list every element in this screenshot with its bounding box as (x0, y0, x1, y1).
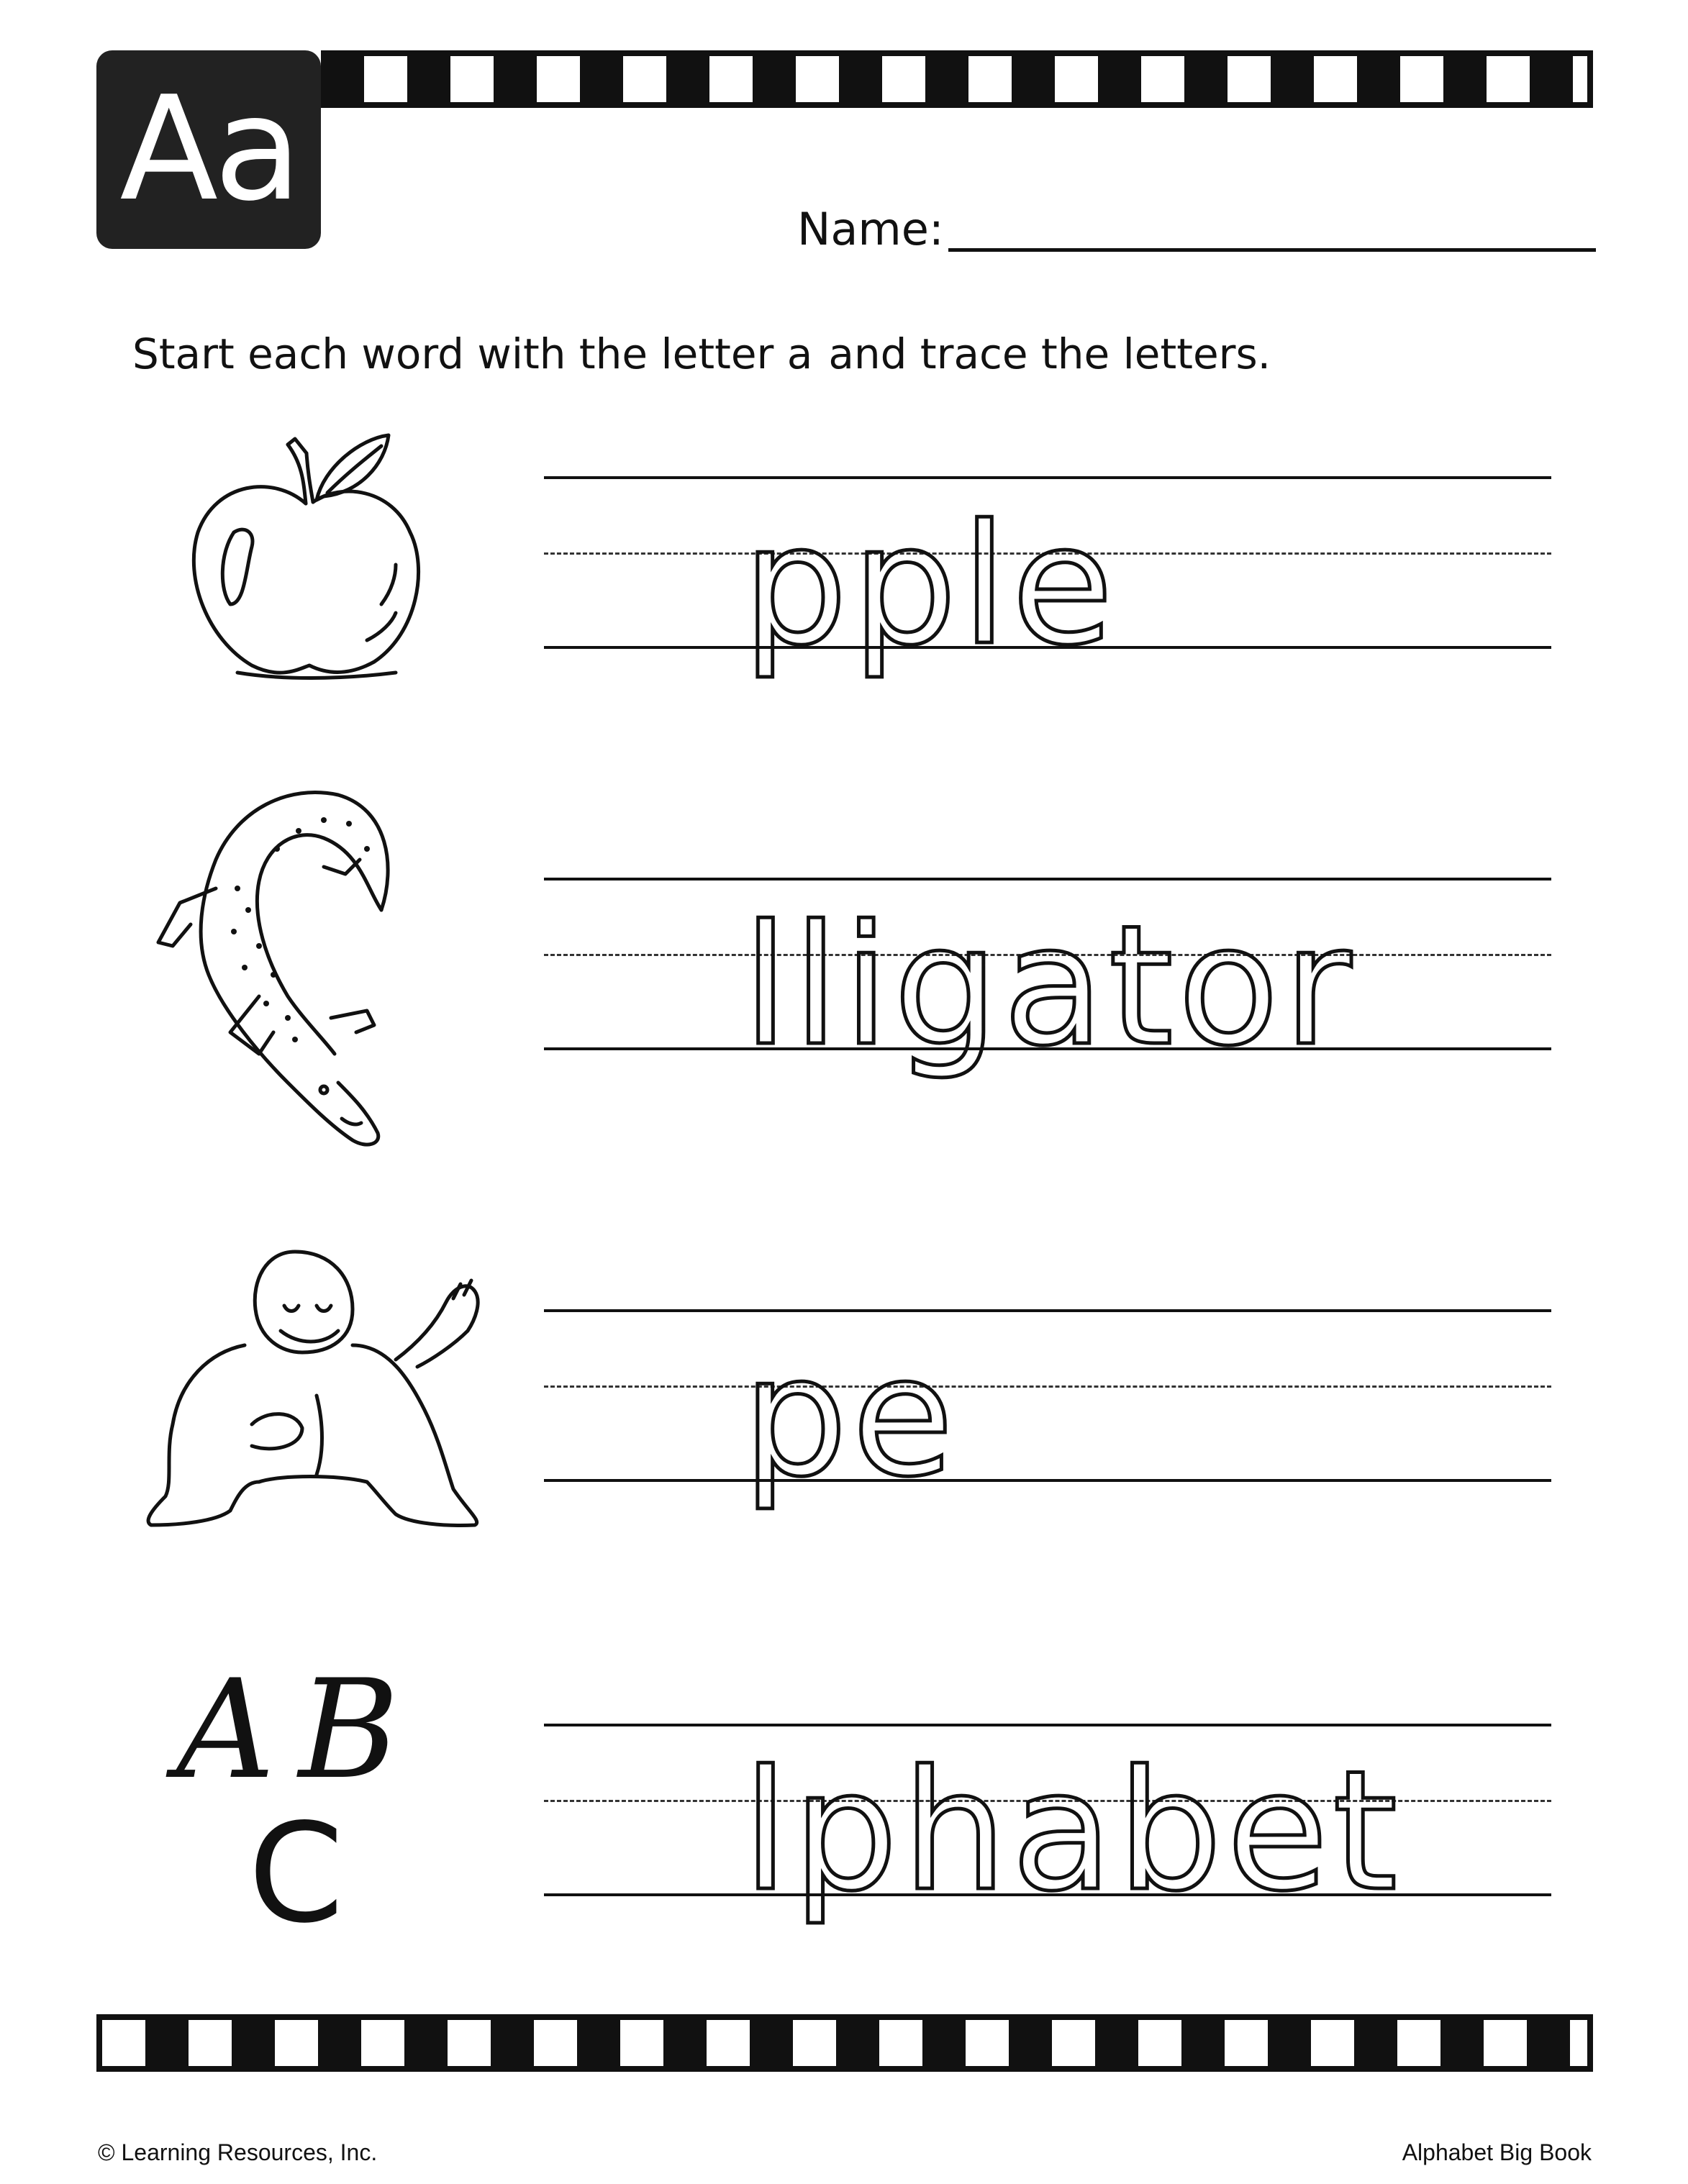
guide-top-line (544, 476, 1551, 479)
name-field[interactable] (797, 194, 1596, 255)
footer-book-title: Alphabet Big Book (1402, 2139, 1592, 2165)
trace-letters: lphabet (743, 1736, 1402, 1928)
abc-illustration (176, 1650, 421, 1953)
alligator-illustration (151, 781, 417, 1155)
guide-mid-line (544, 1386, 1551, 1388)
letter-badge (96, 50, 321, 249)
footer-copyright: © Learning Resources, Inc. (98, 2139, 378, 2165)
name-label: Name: (797, 203, 944, 255)
checkered-border-top (321, 50, 1593, 108)
instructions (132, 329, 1271, 378)
picture-letter-a: A (176, 1650, 276, 1809)
guide-base-line (544, 1479, 1551, 1482)
instructions-before: Start each word with the letter a (132, 329, 813, 378)
apple-illustration (180, 424, 439, 683)
name-write-line[interactable] (948, 204, 1596, 252)
badge-letters: Aa (119, 65, 298, 233)
guide-top-line (544, 878, 1551, 881)
picture-letter-c: C (248, 1794, 344, 1953)
picture-letter-b: B (299, 1650, 399, 1809)
guide-top-line (544, 1724, 1551, 1726)
guide-top-line (544, 1309, 1551, 1312)
trace-letters: pple (743, 490, 1118, 682)
ape-illustration (137, 1237, 504, 1539)
checkered-pattern-top (321, 56, 1593, 102)
instructions-after: and trace the letters. (828, 329, 1271, 378)
checkered-border-bottom (96, 2014, 1593, 2072)
trace-letters: lligator (743, 891, 1356, 1083)
checkered-pattern-bottom (102, 2020, 1587, 2066)
trace-letters: pe (743, 1321, 958, 1514)
